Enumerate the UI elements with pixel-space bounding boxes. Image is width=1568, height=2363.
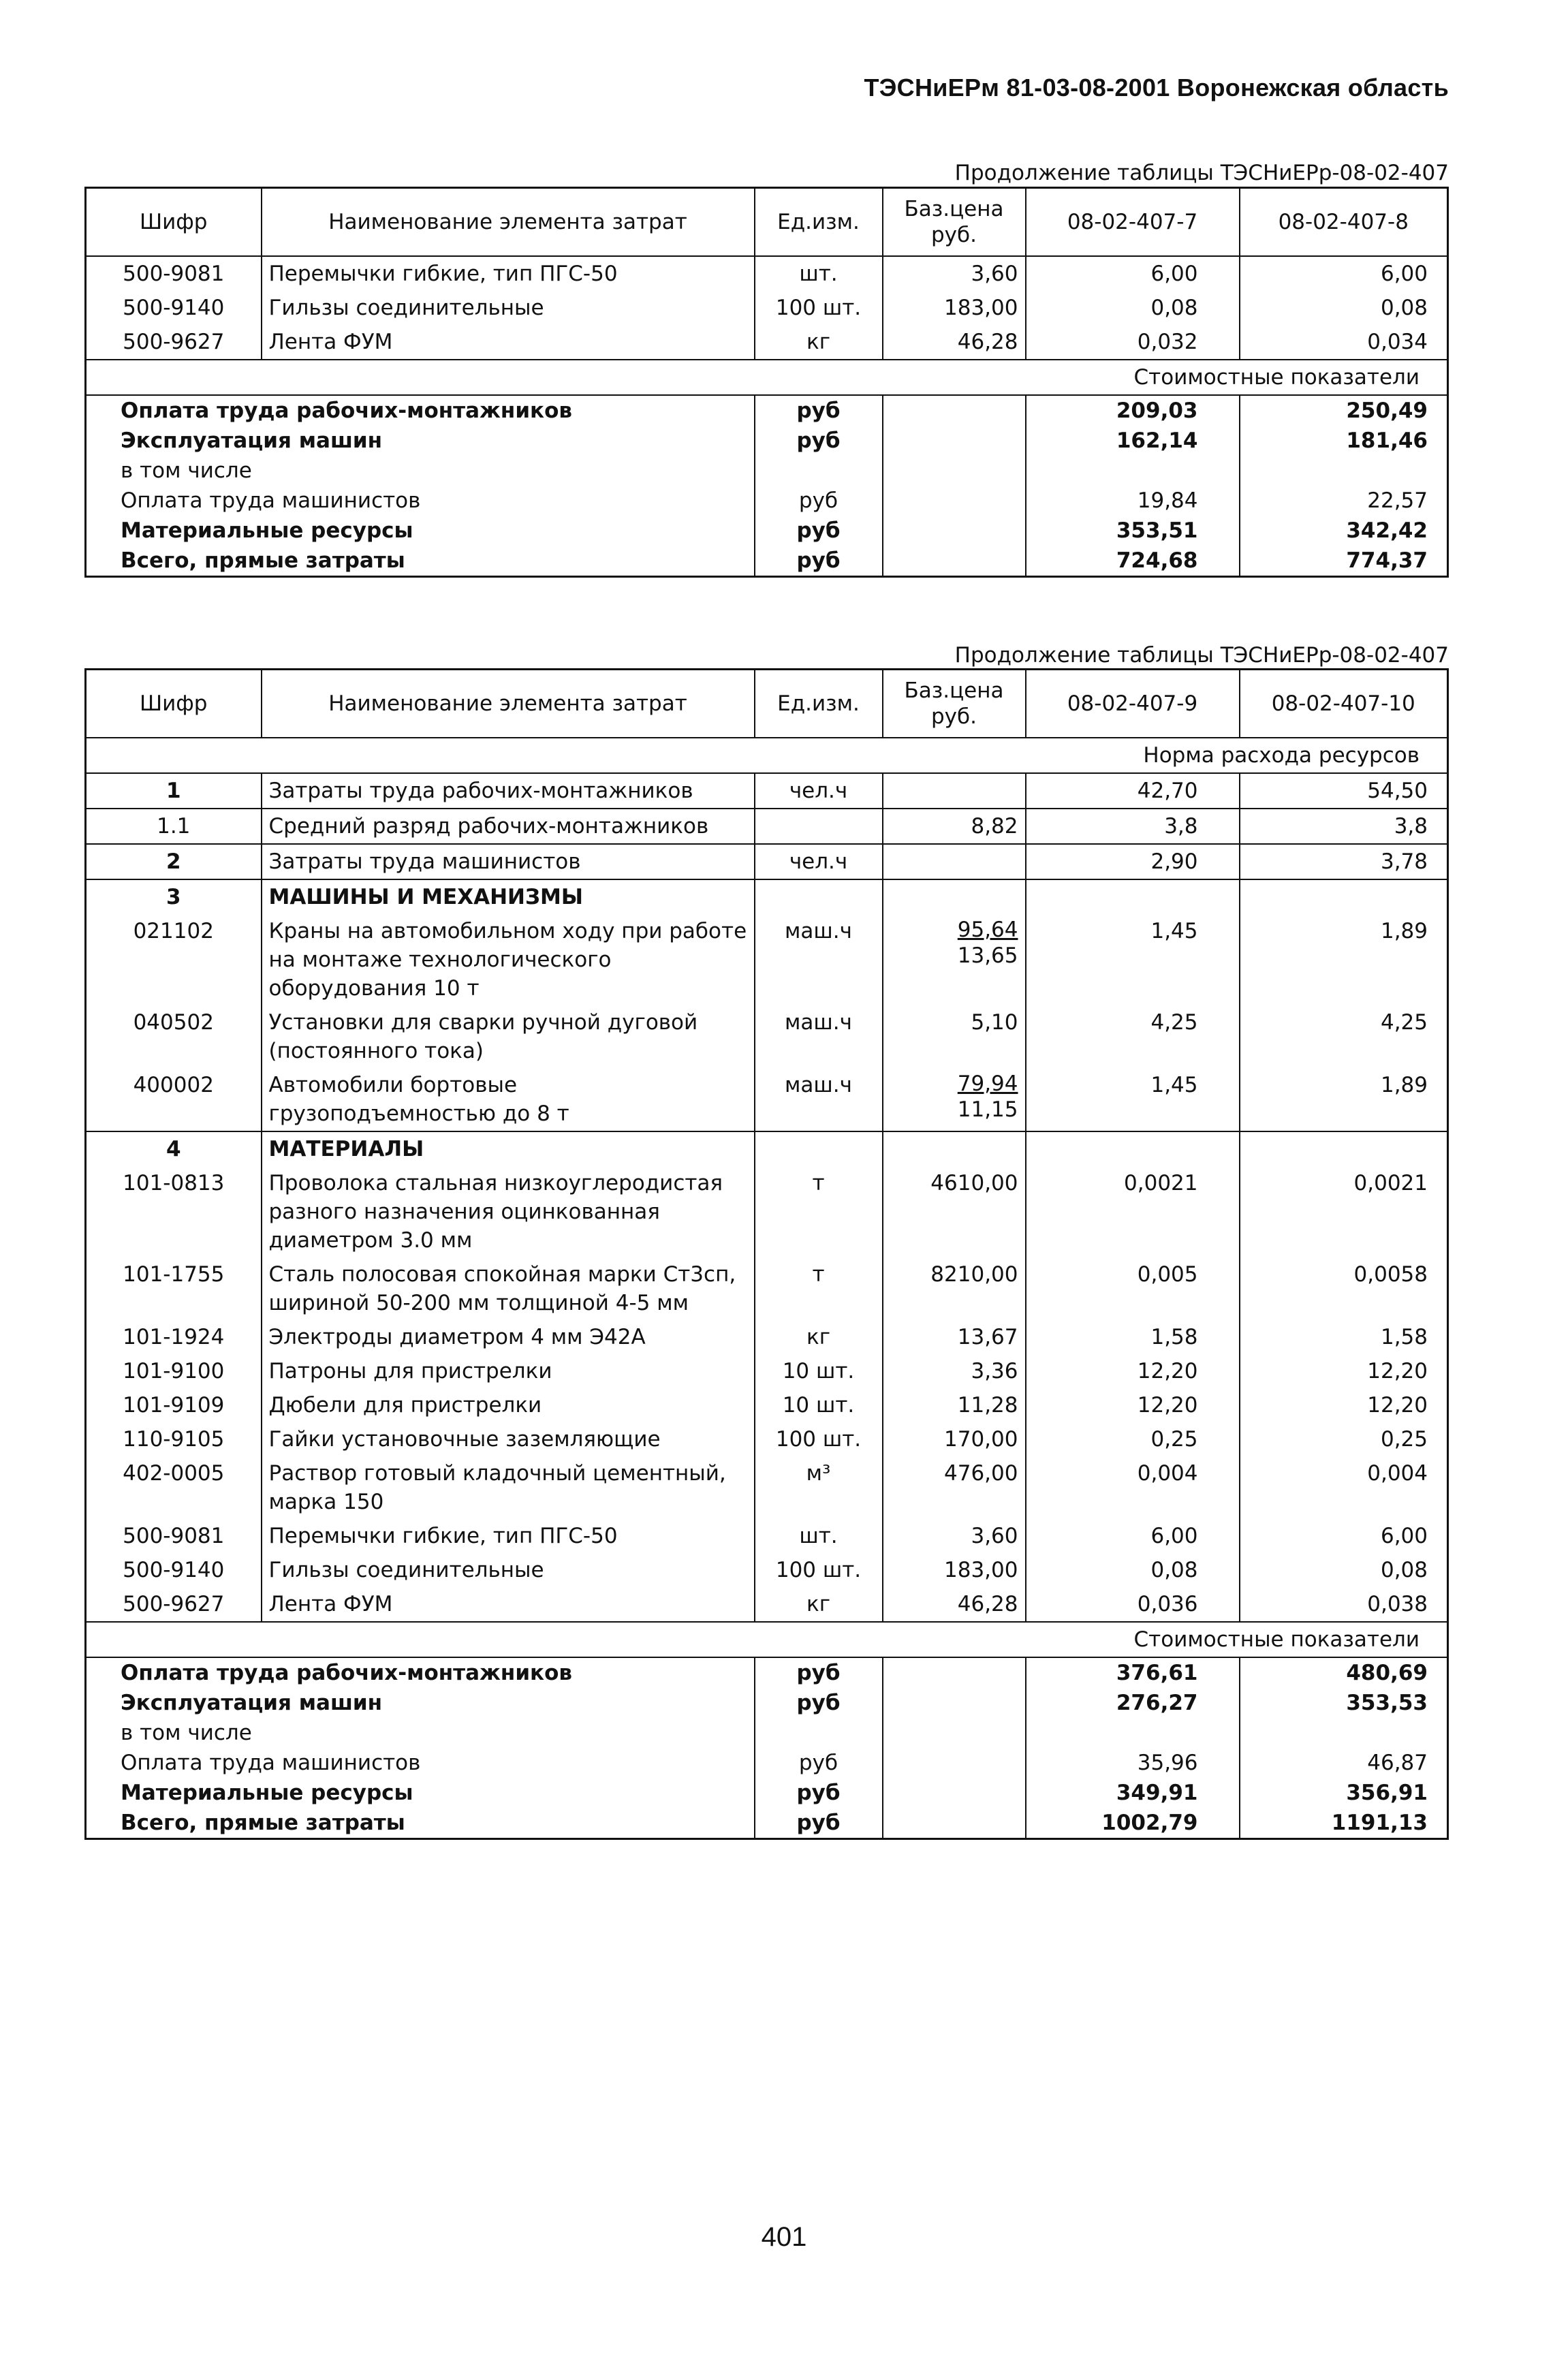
section-label: Стоимостные показатели	[86, 1622, 1448, 1657]
code-cell: 500-9140	[86, 1553, 262, 1587]
summary-label: Материальные ресурсы	[86, 516, 755, 546]
unit-cell: 100 шт.	[755, 1553, 883, 1587]
table-row	[86, 1166, 1448, 1257]
price-cell: 170,00	[883, 1422, 1026, 1456]
unit-cell: руб	[755, 1688, 883, 1718]
value-cell: 724,68	[1026, 546, 1240, 577]
summary-label: Оплата труда рабочих-монтажников	[86, 1657, 755, 1688]
section-label: Норма расхода ресурсов	[86, 738, 1448, 773]
group-code: 4	[86, 1131, 262, 1166]
price-cell: 13,67	[883, 1320, 1026, 1354]
name-cell: Автомобили бортовые грузоподъемностью до 8 т	[262, 1068, 755, 1131]
value-cell: 6,00	[1026, 256, 1240, 291]
name-cell: Средний разряд рабочих-монтажников	[262, 809, 755, 844]
value-cell: 22,57	[1367, 488, 1428, 513]
value-cell: 1,58	[1380, 1324, 1428, 1349]
summary-label: Эксплуатация машин	[86, 1688, 755, 1718]
section-row	[86, 1622, 1448, 1657]
price-cell: 46,28	[883, 325, 1026, 360]
summary-row	[86, 1778, 1448, 1808]
unit-cell: кг	[755, 1320, 883, 1354]
name-cell: Гайки установочные заземляющие	[262, 1422, 755, 1456]
name-cell: Перемычки гибкие, тип ПГС-50	[262, 1519, 755, 1553]
value-cell: 12,20	[1367, 1392, 1428, 1418]
name-cell: Затраты труда рабочих-монтажников	[262, 773, 755, 809]
code-cell: 402-0005	[86, 1456, 262, 1519]
name-cell: Дюбели для пристрелки	[262, 1388, 755, 1422]
summary-row	[86, 1718, 1448, 1748]
summary-row	[86, 426, 1448, 456]
summary-row	[86, 1657, 1448, 1688]
summary-label: в том числе	[86, 1718, 755, 1748]
price-cell: 8210,00	[883, 1257, 1026, 1320]
table-row	[86, 844, 1448, 879]
price-cell: 476,00	[883, 1456, 1026, 1519]
price-cell	[883, 1005, 1026, 1068]
value-cell: 4,25	[1380, 1010, 1428, 1035]
unit-cell: чел.ч	[755, 844, 883, 879]
unit-cell: руб	[755, 516, 883, 546]
unit-cell: шт.	[755, 256, 883, 291]
value-cell: 0,0021	[1026, 1166, 1240, 1257]
unit-cell: т	[755, 1166, 883, 1257]
column-header: Ед.изм.	[755, 670, 883, 738]
table-row	[86, 1005, 1448, 1068]
unit-cell: 100 шт.	[755, 291, 883, 325]
unit-cell: руб	[755, 486, 883, 516]
price-cell	[883, 395, 1026, 426]
summary-row	[86, 486, 1448, 516]
value-cell: 0,004	[1026, 1456, 1240, 1519]
name-cell: Раствор готовый кладочный цементный, марка 150	[262, 1456, 755, 1519]
value-cell: 54,50	[1240, 773, 1448, 809]
value-cell: 0,25	[1026, 1422, 1240, 1456]
value-cell: 2,90	[1026, 844, 1240, 879]
table-row	[86, 1257, 1448, 1320]
group-title: МАТЕРИАЛЫ	[262, 1131, 755, 1166]
unit-cell	[755, 879, 883, 914]
summary-label: Оплата труда машинистов	[86, 486, 755, 516]
price-cell: 183,00	[883, 291, 1026, 325]
name-cell: Затраты труда машинистов	[262, 844, 755, 879]
page-header: ТЭСНиЕРм 81-03-08-2001 Воронежская область	[864, 74, 1449, 101]
value-cell: 6,00	[1380, 1523, 1428, 1548]
value-cell: 0,032	[1026, 325, 1240, 360]
value-cell: 3,8	[1240, 809, 1448, 844]
group-row	[86, 1131, 1448, 1166]
unit-cell: маш.ч	[755, 1068, 883, 1131]
table-row	[86, 1354, 1448, 1388]
price-bottom: 13,65	[957, 943, 1018, 968]
value-cell: 1,45	[1026, 914, 1240, 1005]
code-cell: 101-9109	[86, 1388, 262, 1422]
value-cell	[1026, 1131, 1240, 1166]
unit-cell: шт.	[755, 1519, 883, 1553]
value-cell: 0,08	[1380, 1557, 1428, 1582]
table-row	[86, 1587, 1448, 1622]
code-cell: 021102	[86, 914, 262, 1005]
group-row	[86, 879, 1448, 914]
price-cell	[883, 456, 1026, 486]
value-cell: 35,96	[1026, 1748, 1240, 1778]
summary-label: Всего, прямые затраты	[86, 1808, 755, 1839]
table-row	[86, 291, 1448, 325]
summary-row	[86, 516, 1448, 546]
section-label: Стоимостные показатели	[86, 360, 1448, 395]
price-cell	[883, 1688, 1026, 1718]
summary-row	[86, 1748, 1448, 1778]
value-cell: 774,37	[1346, 548, 1428, 573]
name-cell: Проволока стальная низкоуглеродистая разного назначения оцинкованная диаметром 3.0 мм	[262, 1166, 755, 1257]
value-cell: 0,004	[1367, 1460, 1428, 1486]
price-cell: 4610,00	[883, 1166, 1026, 1257]
summary-label: Оплата труда рабочих-монтажников	[86, 395, 755, 426]
value-cell: 6,00	[1240, 256, 1448, 291]
code-cell: 400002	[86, 1068, 262, 1131]
price-cell	[883, 546, 1026, 577]
table-row	[86, 1553, 1448, 1587]
value-cell: 46,87	[1367, 1750, 1428, 1775]
value-cell: 19,84	[1026, 486, 1240, 516]
value-cell: 12,20	[1367, 1358, 1428, 1383]
price-cell	[883, 426, 1026, 456]
price-cell	[883, 1808, 1026, 1839]
value-cell: 480,69	[1346, 1660, 1428, 1685]
price-cell: 3,60	[883, 1519, 1026, 1553]
price-cell	[883, 1718, 1026, 1748]
value-cell: 12,20	[1026, 1354, 1240, 1388]
value-cell: 0,08	[1026, 1553, 1240, 1587]
value-cell: 250,49	[1346, 398, 1428, 423]
table-row	[86, 809, 1448, 844]
value-cell: 376,61	[1026, 1657, 1240, 1688]
value-cell	[1240, 456, 1448, 486]
unit-cell	[755, 1131, 883, 1166]
value-cell: 0,034	[1367, 329, 1428, 354]
unit-cell	[755, 1718, 883, 1748]
value-cell	[1026, 879, 1240, 914]
name-cell: Сталь полосовая спокойная марки Ст3сп, шириной 50-200 мм толщиной 4-5 мм	[262, 1257, 755, 1320]
value-cell: 0,25	[1380, 1426, 1428, 1452]
code-cell: 1	[86, 773, 262, 809]
section-row	[86, 738, 1448, 773]
summary-row	[86, 1808, 1448, 1839]
column-header: Ед.изм.	[755, 188, 883, 256]
unit-cell: руб	[755, 395, 883, 426]
value-cell: 276,27	[1026, 1688, 1240, 1718]
code-cell: 500-9627	[86, 1587, 262, 1622]
price-cell: 3,60	[883, 256, 1026, 291]
price-cell	[883, 1068, 1026, 1131]
value-cell	[1026, 456, 1240, 486]
unit-cell: 100 шт.	[755, 1422, 883, 1456]
value-cell	[1240, 1718, 1448, 1748]
value-cell: 0,0021	[1353, 1170, 1428, 1195]
code-cell: 040502	[86, 1005, 262, 1068]
value-cell: 0,08	[1380, 295, 1428, 320]
table-caption: Продолжение таблицы ТЭСНиЕРр-08-02-407	[954, 643, 1449, 668]
column-header: Баз.цена руб.	[883, 188, 1026, 256]
code-cell: 500-9627	[86, 325, 262, 360]
code-cell: 110-9105	[86, 1422, 262, 1456]
table-row	[86, 256, 1448, 291]
unit-cell: руб	[755, 1778, 883, 1808]
code-cell: 101-1924	[86, 1320, 262, 1354]
unit-cell: руб	[755, 1657, 883, 1688]
value-cell: 353,51	[1026, 516, 1240, 546]
value-cell: 209,03	[1026, 395, 1240, 426]
value-cell	[1026, 1718, 1240, 1748]
price-cell: 3,36	[883, 1354, 1026, 1388]
unit-cell: маш.ч	[755, 914, 883, 1005]
summary-row	[86, 546, 1448, 577]
value-cell: 6,00	[1026, 1519, 1240, 1553]
column-header: Наименование элемента затрат	[262, 188, 755, 256]
table-row	[86, 1388, 1448, 1422]
price-cell	[883, 914, 1026, 1005]
price-cell	[883, 1748, 1026, 1778]
summary-label: Материальные ресурсы	[86, 1778, 755, 1808]
code-cell: 1.1	[86, 809, 262, 844]
unit-cell: м³	[755, 1456, 883, 1519]
value-cell: 0,038	[1367, 1591, 1428, 1616]
summary-label: Всего, прямые затраты	[86, 546, 755, 577]
value-cell: 4,25	[1026, 1005, 1240, 1068]
value-cell: 356,91	[1346, 1780, 1428, 1805]
column-header: 08-02-407-9	[1026, 670, 1240, 738]
price-cell: 46,28	[883, 1587, 1026, 1622]
column-header: Баз.цена руб.	[883, 670, 1026, 738]
name-cell: Гильзы соединительные	[262, 1553, 755, 1587]
price-bottom: 11,15	[957, 1097, 1018, 1122]
value-cell: 3,78	[1240, 844, 1448, 879]
unit-cell: руб	[755, 546, 883, 577]
table-row	[86, 773, 1448, 809]
code-cell: 500-9140	[86, 291, 262, 325]
price-cell	[883, 844, 1026, 879]
unit-cell: руб	[755, 426, 883, 456]
price-cell	[883, 486, 1026, 516]
price-cell: 11,28	[883, 1388, 1026, 1422]
table-row	[86, 1068, 1448, 1131]
price-cell: 8,82	[883, 809, 1026, 844]
table-caption: Продолжение таблицы ТЭСНиЕРр-08-02-407	[954, 161, 1449, 185]
value-cell: 1,58	[1026, 1320, 1240, 1354]
summary-label: Оплата труда машинистов	[86, 1748, 755, 1778]
unit-cell: 10 шт.	[755, 1388, 883, 1422]
unit-cell: руб	[755, 1748, 883, 1778]
price-cell	[883, 1131, 1026, 1166]
value-cell: 353,53	[1346, 1690, 1428, 1715]
value-cell	[1240, 879, 1448, 914]
code-cell: 101-9100	[86, 1354, 262, 1388]
code-cell: 101-1755	[86, 1257, 262, 1320]
price-top: 95,64	[957, 917, 1018, 942]
unit-cell	[755, 809, 883, 844]
unit-cell: т	[755, 1257, 883, 1320]
value-cell: 349,91	[1026, 1778, 1240, 1808]
price-cell	[883, 516, 1026, 546]
summary-row	[86, 1688, 1448, 1718]
column-header: Шифр	[86, 188, 262, 256]
value-cell: 1,45	[1026, 1068, 1240, 1131]
column-header: 08-02-407-7	[1026, 188, 1240, 256]
value-cell: 1,89	[1380, 918, 1428, 943]
table-row	[86, 325, 1448, 360]
value-cell	[1240, 1131, 1448, 1166]
value-cell: 342,42	[1346, 518, 1428, 543]
price-top: 79,94	[957, 1071, 1018, 1096]
value-cell: 0,08	[1026, 291, 1240, 325]
value-cell: 1,89	[1380, 1072, 1428, 1097]
value-cell: 3,8	[1026, 809, 1240, 844]
code-cell: 500-9081	[86, 1519, 262, 1553]
value-cell: 12,20	[1026, 1388, 1240, 1422]
unit-cell: кг	[755, 1587, 883, 1622]
value-cell: 1191,13	[1331, 1810, 1428, 1835]
unit-cell: чел.ч	[755, 773, 883, 809]
table-row	[86, 914, 1448, 1005]
unit-cell: маш.ч	[755, 1005, 883, 1068]
price-cell: 183,00	[883, 1553, 1026, 1587]
column-header: Шифр	[86, 670, 262, 738]
table-row	[86, 1456, 1448, 1519]
value-cell: 162,14	[1026, 426, 1240, 456]
name-cell: Лента ФУМ	[262, 1587, 755, 1622]
price-cell	[883, 773, 1026, 809]
name-cell: Лента ФУМ	[262, 325, 755, 360]
value-cell: 0,036	[1026, 1587, 1240, 1622]
value-cell: 42,70	[1026, 773, 1240, 809]
value-cell: 0,0058	[1353, 1262, 1428, 1287]
column-header: 08-02-407-10	[1240, 670, 1448, 738]
summary-label: Эксплуатация машин	[86, 426, 755, 456]
unit-cell: кг	[755, 325, 883, 360]
price-cell	[883, 879, 1026, 914]
column-header: 08-02-407-8	[1240, 188, 1448, 256]
name-cell: Патроны для пристрелки	[262, 1354, 755, 1388]
group-code: 3	[86, 879, 262, 914]
table-row	[86, 1422, 1448, 1456]
value-cell: 1002,79	[1026, 1808, 1240, 1839]
column-header: Наименование элемента затрат	[262, 670, 755, 738]
name-cell: Перемычки гибкие, тип ПГС-50	[262, 256, 755, 291]
unit-cell: руб	[755, 1808, 883, 1839]
section-row	[86, 360, 1448, 395]
price-cell	[883, 1657, 1026, 1688]
code-cell: 101-0813	[86, 1166, 262, 1257]
summary-label: в том числе	[86, 456, 755, 486]
unit-cell	[755, 456, 883, 486]
summary-row	[86, 395, 1448, 426]
price-top: 5,10	[971, 1010, 1018, 1035]
code-cell: 2	[86, 844, 262, 879]
name-cell: Краны на автомобильном ходу при работе на монтаже технологического оборудования 10 т	[262, 914, 755, 1005]
name-cell: Электроды диаметром 4 мм Э42А	[262, 1320, 755, 1354]
summary-row	[86, 456, 1448, 486]
resource-table-1	[84, 187, 1449, 578]
unit-cell: 10 шт.	[755, 1354, 883, 1388]
code-cell: 500-9081	[86, 256, 262, 291]
price-cell	[883, 1778, 1026, 1808]
value-cell: 181,46	[1346, 428, 1428, 453]
name-cell: Гильзы соединительные	[262, 291, 755, 325]
value-cell: 0,005	[1026, 1257, 1240, 1320]
table-row	[86, 1320, 1448, 1354]
name-cell: Установки для сварки ручной дуговой (постоянного тока)	[262, 1005, 755, 1068]
resource-table-2	[84, 668, 1449, 1840]
page-number: 401	[761, 2222, 807, 2252]
group-title: МАШИНЫ И МЕХАНИЗМЫ	[262, 879, 755, 914]
table-row	[86, 1519, 1448, 1553]
